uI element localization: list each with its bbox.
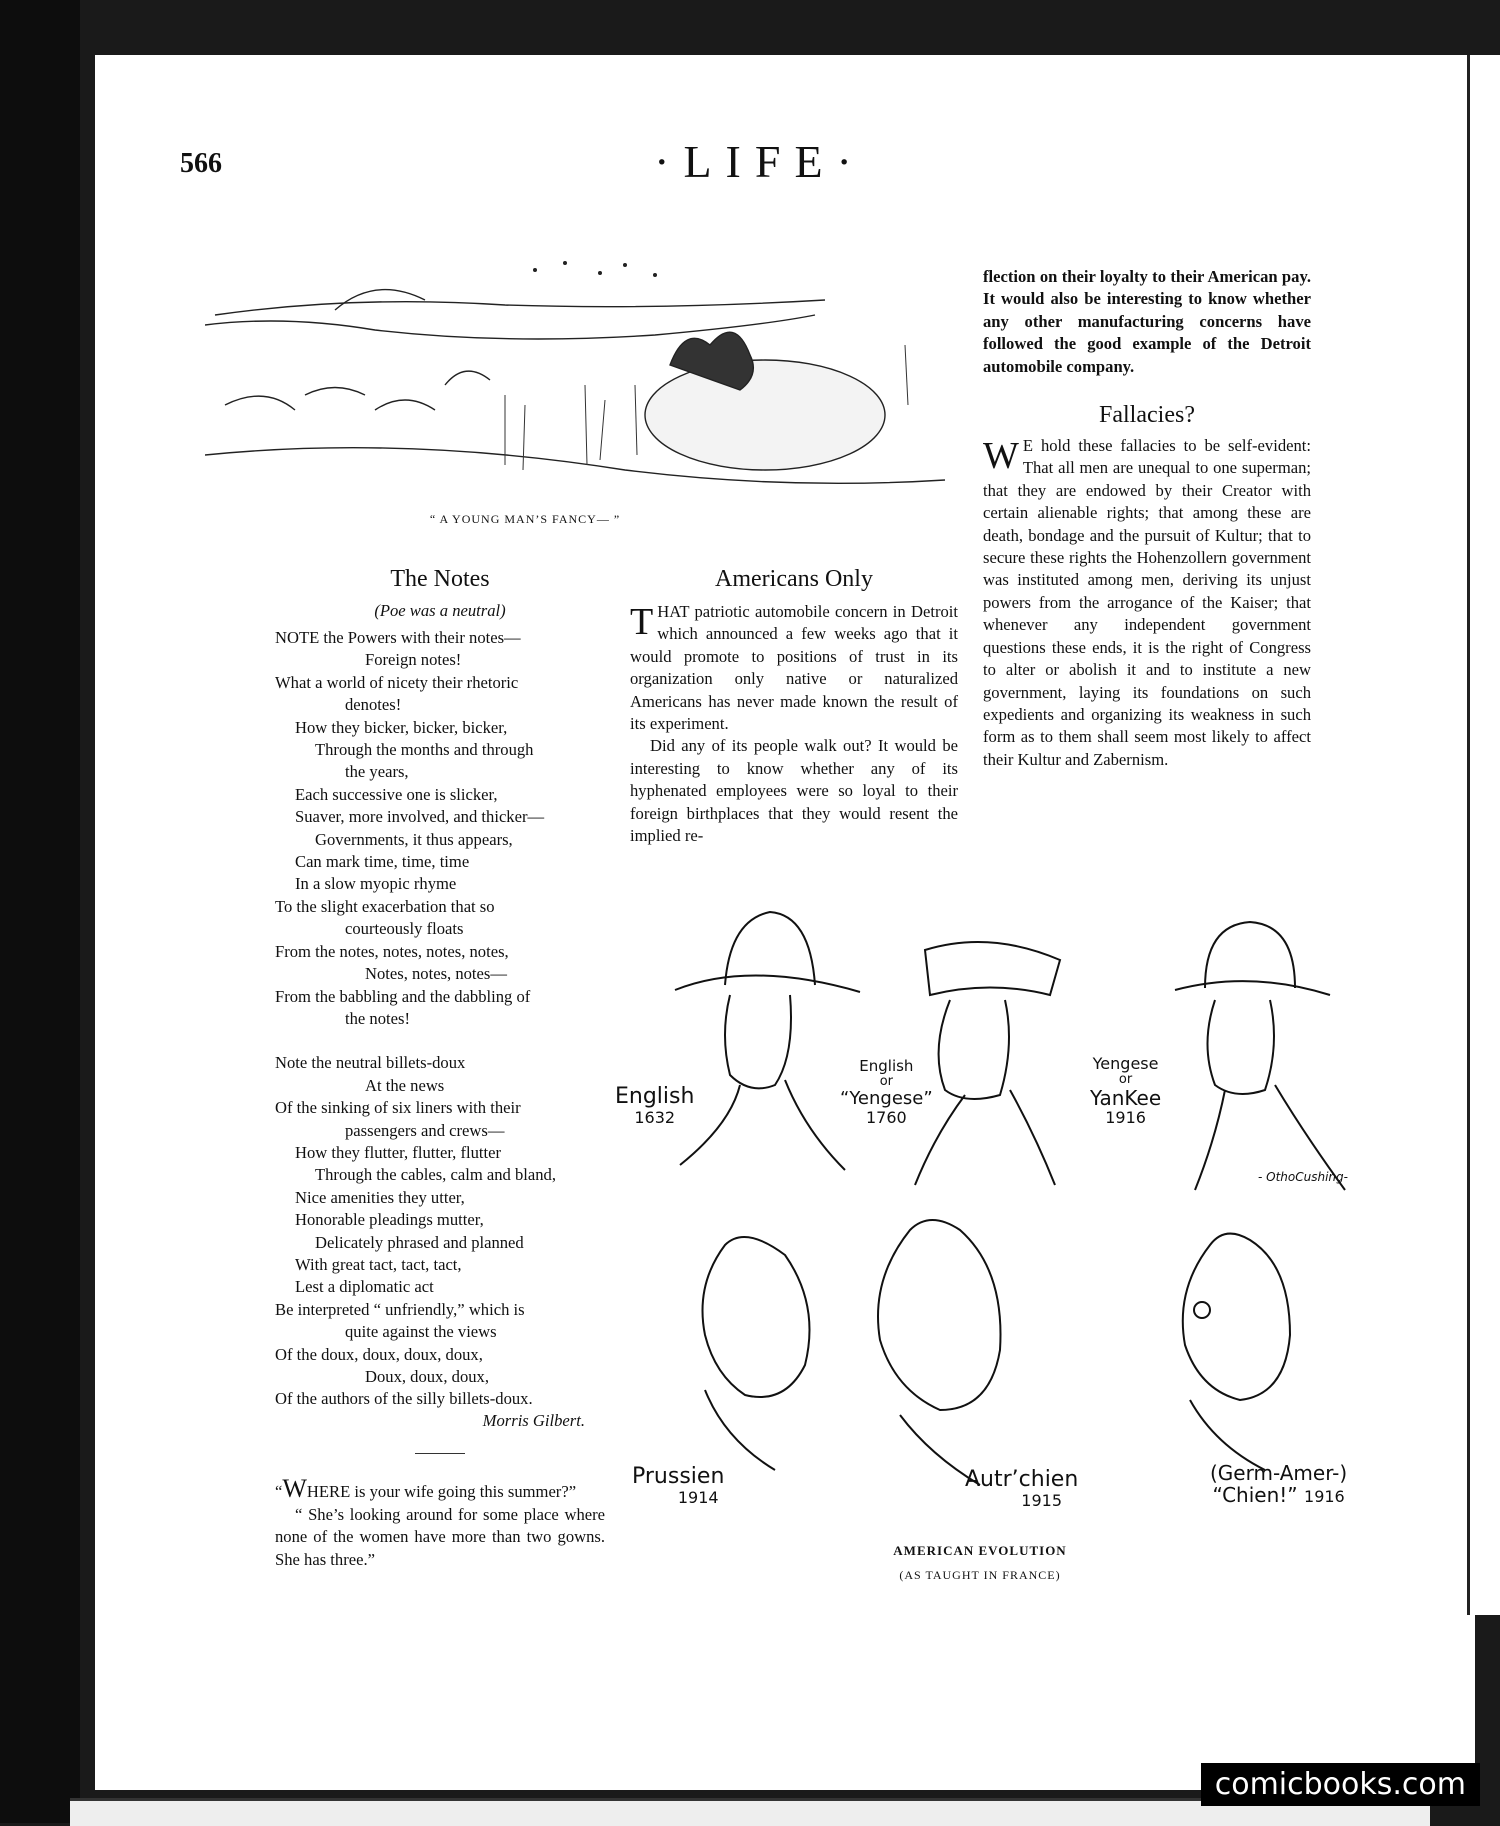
americans-column bbox=[630, 566, 958, 847]
poem-line: NOTE the Powers with their notes— bbox=[275, 628, 521, 647]
poem-line: Delicately phrased and planned bbox=[315, 1232, 524, 1252]
joke-text bbox=[275, 1474, 605, 1571]
right-column bbox=[983, 266, 1311, 771]
notes-subtitle: (Poe was a neutral) bbox=[374, 601, 506, 620]
poem-line: With great tact, tact, tact, bbox=[295, 1254, 462, 1274]
notes-author: Morris Gilbert. bbox=[482, 1410, 585, 1430]
label-yengese-1760: English or “Yengese” 1760 bbox=[840, 1057, 933, 1127]
cartoon-caption: AMERICAN EVOLUTION bbox=[893, 1543, 1067, 1558]
poem-line: From the babbling and the dabbling of bbox=[275, 986, 531, 1006]
poem-line: How they flutter, flutter, flutter bbox=[295, 1142, 502, 1162]
poem-line: At the news bbox=[365, 1075, 445, 1095]
cartoon-subcaption: (AS TAUGHT IN FRANCE) bbox=[899, 1568, 1061, 1582]
poem-line: Doux, doux, doux, bbox=[365, 1367, 489, 1386]
americans-paragraph-2: Did any of its people walk out? It would be interesting to know whether any of its hyphenated employees were so loyal to their foreign birthplaces that they would resent the implied re- bbox=[630, 736, 958, 846]
poem-line: Governments, it thus appears, bbox=[315, 829, 513, 849]
poem-line: Each successive one is slicker, bbox=[295, 784, 498, 804]
americans-title: Americans Only bbox=[715, 566, 873, 592]
americans-drop-cap: T bbox=[630, 601, 654, 643]
poem-line: Of the sinking of six liners with their bbox=[275, 1098, 521, 1118]
poem-line: Through the months and through bbox=[315, 740, 534, 760]
joke-question: HERE is your wife going this summer?” bbox=[306, 1481, 577, 1501]
fallacies-body: E hold these fallacies to be self-evident: That all men are unequal to one superman; that they are endowed by their Creator with certain alienable rights; that among these are death, bondage and the pursuit of Kultur; that to secure these rights the Hohenzollern government was instituted among men, deriving its unjust powers from the arrogance of the Kaiser; that whenever any independent government questions these ends, it is the right of Congress to alter or abolish it and to institute a new government, laying its foundations on such expedients and organizing its weakness in such form as to them shall seem most likely to affect their Kultur and Zabernism. bbox=[983, 436, 1311, 769]
notes-title: The Notes bbox=[390, 566, 490, 592]
label-prussien-1914: Prussien 1914 bbox=[632, 1464, 725, 1508]
joke-answer: “ She’s looking around for some place where none of the women have more than two gowns. She has three.” bbox=[275, 1504, 605, 1569]
site-watermark: comicbooks.com bbox=[1201, 1763, 1480, 1806]
section-divider bbox=[415, 1453, 465, 1454]
label-english-1632: English 1632 bbox=[615, 1084, 695, 1128]
poem-line: Can mark time, time, time bbox=[295, 852, 470, 872]
illustration-caption: “ A YOUNG MAN’S FANCY— ” bbox=[429, 512, 621, 526]
poem-line: In a slow myopic rhyme bbox=[295, 874, 457, 894]
american-evolution-cartoon bbox=[630, 900, 1390, 1520]
artist-signature: - OthoCushing- bbox=[1258, 1170, 1348, 1184]
poem-line: Lest a diplomatic act bbox=[295, 1277, 434, 1297]
stanza-break bbox=[275, 1030, 605, 1052]
poem-line: Through the cables, calm and bland, bbox=[315, 1165, 556, 1185]
poem-line: passengers and crews— bbox=[345, 1120, 505, 1140]
poem-line: To the slight exacerbation that so bbox=[275, 896, 495, 916]
pastoral-illustration bbox=[205, 255, 960, 505]
label-germ-amer-chien-1916: (Germ-Amer-) “Chien!” 1916 bbox=[1210, 1461, 1348, 1507]
poem-line: Suaver, more involved, and thicker— bbox=[295, 807, 545, 827]
poem-line: Foreign notes! bbox=[365, 650, 462, 670]
poem-line: Of the authors of the silly billets-doux. bbox=[275, 1389, 533, 1409]
poem-line: What a world of nicety their rhetoric bbox=[275, 672, 519, 692]
notes-column bbox=[275, 566, 605, 1571]
americans-continuation: flection on their loyalty to their American pay. It would also be interesting to know whether any other manufacturing concerns have followed the good example of the Detroit automobile company. bbox=[983, 267, 1311, 376]
poem-line: Be interpreted “ unfriendly,” which is bbox=[275, 1299, 525, 1319]
poem-line: courteously floats bbox=[345, 919, 464, 939]
poem-line: Notes, notes, notes— bbox=[365, 964, 507, 984]
fallacies-title: Fallacies? bbox=[1099, 402, 1195, 429]
notes-poem bbox=[275, 627, 605, 1411]
poem-line: the notes! bbox=[345, 1008, 410, 1028]
poem-line: denotes! bbox=[345, 695, 402, 715]
book-spine bbox=[0, 0, 80, 1823]
fallacies-drop-cap: W bbox=[983, 435, 1019, 478]
poem-line: quite against the views bbox=[345, 1322, 497, 1342]
poem-line: Nice amenities they utter, bbox=[295, 1187, 465, 1207]
label-autrchien-1915: Autr’chien 1915 bbox=[965, 1467, 1079, 1511]
americans-paragraph-1: HAT patriotic automobile concern in Detroit which announced a few weeks ago that it would promote to positions of trust in its organization only native or naturalized Americans has never made known the result of its experiment. bbox=[630, 602, 958, 734]
poem-line: the years, bbox=[345, 762, 409, 782]
poem-line: Of the doux, doux, doux, doux, bbox=[275, 1344, 483, 1364]
masthead-title: ·LIFE· bbox=[654, 136, 866, 187]
page-number: 566 bbox=[180, 148, 222, 179]
poem-line: From the notes, notes, notes, notes, bbox=[275, 941, 509, 961]
next-page-edge bbox=[1467, 55, 1500, 1615]
poem-line: Note the neutral billets-doux bbox=[275, 1053, 466, 1073]
joke-open-quote: “ bbox=[275, 1481, 283, 1501]
poem-line: Honorable pleadings mutter, bbox=[295, 1210, 484, 1230]
poem-line: How they bicker, bicker, bicker, bbox=[295, 717, 508, 737]
joke-drop-cap: W bbox=[282, 1473, 307, 1503]
label-yankee-1916: Yengese or YanKee 1916 bbox=[1090, 1054, 1162, 1127]
